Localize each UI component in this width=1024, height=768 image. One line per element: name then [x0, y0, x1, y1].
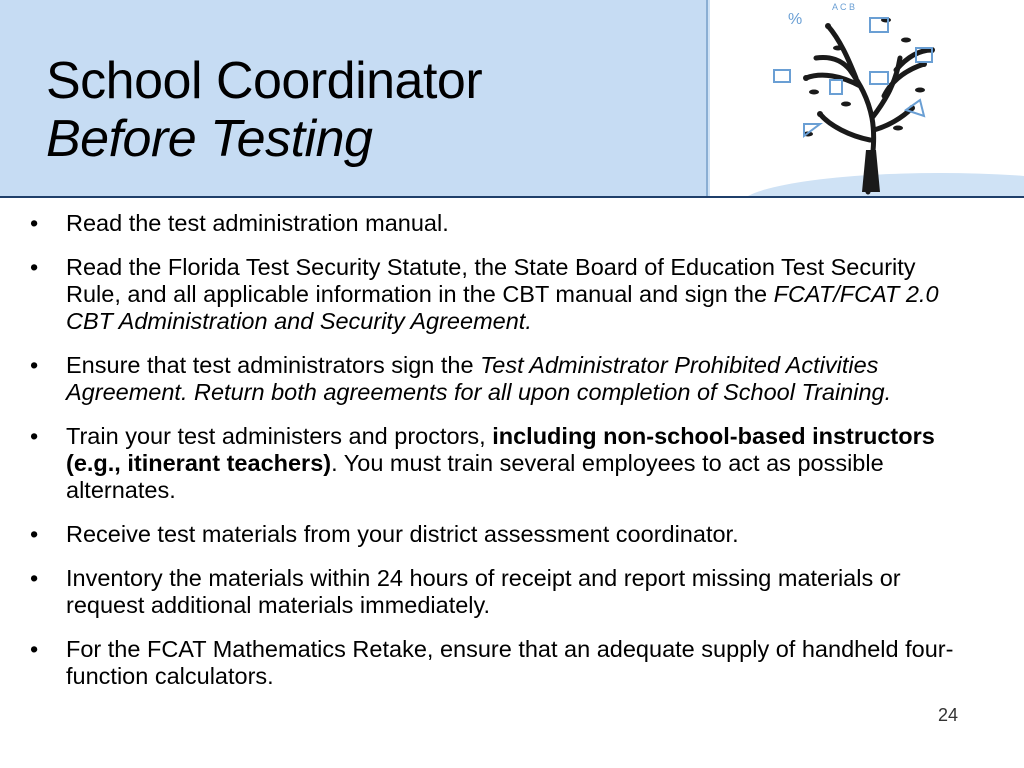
bullet-item-2	[30, 254, 970, 335]
bullet-glyph: •	[30, 636, 39, 662]
page-number: 24	[938, 705, 959, 725]
bullet-glyph: •	[30, 254, 39, 280]
bullet-text: Ensure that test administrators sign the	[66, 352, 481, 378]
bullet-text: Read the Florida Test Security Statute, the State Board of Education Test Security Rule, and all applicable information in the CBT manual and sign the	[66, 254, 916, 307]
bullet-list	[30, 210, 970, 707]
bullet-text: For the FCAT Mathematics Retake, ensure that an adequate supply of handheld four-function calculators.	[66, 636, 954, 689]
bullet-glyph: •	[30, 210, 39, 236]
agreement-title: Test Administrator Prohibited Activities Agreement. Return both agreements for all upon completion of School Training.	[66, 352, 892, 405]
tree-icon	[710, 0, 1024, 196]
bullet-text: Read the test administration manual.	[66, 210, 449, 236]
bullet-glyph: •	[30, 352, 39, 378]
emphasis-text: including non-school-based instructors (e.g., itinerant teachers)	[66, 423, 935, 476]
bullet-item-3	[30, 352, 970, 406]
slide-header	[0, 0, 1024, 198]
bullet-item-7	[30, 636, 970, 690]
bullet-text: Inventory the materials within 24 hours of receipt and report missing materials or request additional materials immediately.	[66, 565, 901, 618]
bullet-glyph: •	[30, 423, 39, 449]
bullet-text: Receive test materials from your district assessment coordinator.	[66, 521, 739, 547]
bullet-glyph: •	[30, 521, 39, 547]
slide-title: School Coordinator	[46, 52, 483, 110]
bullet-text-tail: . You must train several employees to act as possible alternates.	[66, 450, 884, 503]
bullet-item-6	[30, 565, 970, 619]
bullet-glyph: •	[30, 565, 39, 591]
slide-subtitle: Before Testing	[46, 110, 373, 168]
tree-illustration	[710, 0, 1024, 196]
bullet-text: Train your test administers and proctors,	[66, 423, 493, 449]
bullet-item-4	[30, 423, 970, 504]
svg-text:%: %	[788, 11, 803, 28]
title-block	[46, 52, 482, 168]
bullet-item-1	[30, 210, 970, 237]
agreement-title: FCAT/FCAT 2.0 CBT Administration and Security Agreement.	[66, 281, 939, 334]
bullet-item-5	[30, 521, 970, 548]
title-panel	[0, 0, 708, 196]
svg-text:A C B: A C B	[832, 2, 856, 12]
